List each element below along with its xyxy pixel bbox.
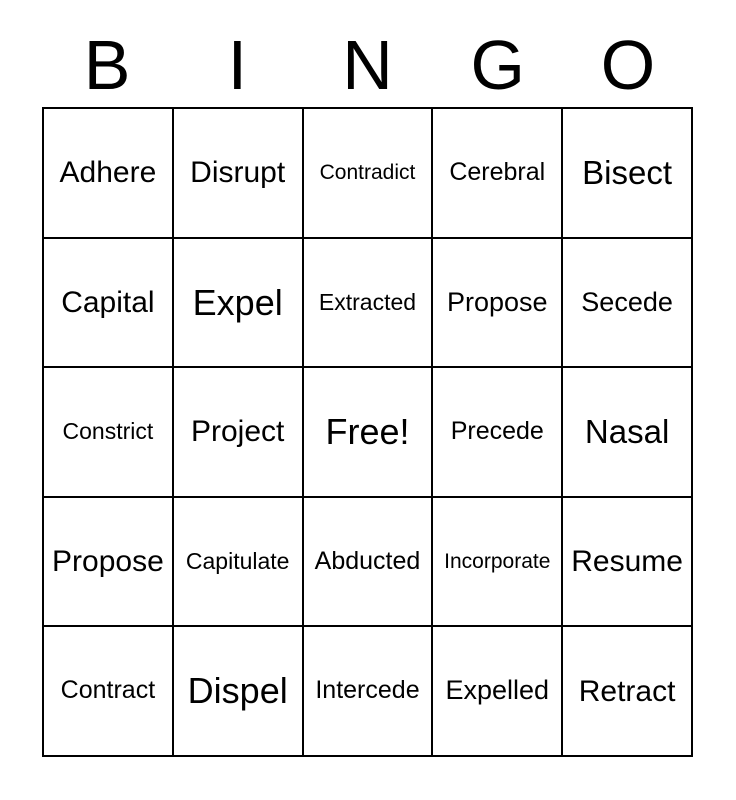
bingo-cell-label: Intercede (315, 676, 420, 705)
bingo-cell-label: Disrupt (190, 156, 286, 190)
bingo-cell[interactable] (174, 239, 302, 367)
bingo-cell[interactable] (174, 498, 302, 626)
bingo-cell-label: Project (191, 415, 285, 449)
bingo-cell[interactable] (174, 109, 302, 237)
bingo-cell-label: Contract (60, 676, 156, 705)
bingo-cell-label: Precede (450, 417, 544, 446)
bingo-cell[interactable] (563, 239, 691, 367)
bingo-cell[interactable] (433, 239, 561, 367)
bingo-cell[interactable] (174, 368, 302, 496)
bingo-cell-label: Cerebral (449, 158, 546, 187)
bingo-cell-label: Adhere (59, 156, 157, 190)
bingo-cell[interactable] (44, 109, 172, 237)
bingo-cell-label: Expelled (445, 675, 550, 706)
title-letter-g: G (470, 26, 525, 104)
bingo-cell-label: Propose (52, 545, 164, 579)
bingo-cell-label: Propose (447, 286, 548, 317)
bingo-cell[interactable] (304, 109, 432, 237)
bingo-cell[interactable] (433, 368, 561, 496)
bingo-cell[interactable] (563, 368, 691, 496)
bingo-cell[interactable] (304, 239, 432, 367)
bingo-cell[interactable] (44, 627, 172, 755)
bingo-cell-label: Capitulate (185, 547, 290, 574)
bingo-cell-label: Capital (61, 285, 155, 319)
bingo-cell[interactable] (433, 498, 561, 626)
bingo-cell[interactable] (563, 498, 691, 626)
bingo-cell[interactable] (563, 109, 691, 237)
bingo-cell-label: Abducted (314, 546, 421, 575)
bingo-cell-label: Incorporate (444, 550, 551, 574)
bingo-cell-label: Secede (581, 286, 673, 317)
bingo-cell[interactable] (433, 627, 561, 755)
bingo-cell[interactable] (44, 239, 172, 367)
bingo-cell[interactable] (304, 498, 432, 626)
bingo-cell-label: Constrict (62, 418, 154, 445)
bingo-cell[interactable] (44, 368, 172, 496)
bingo-cell-label: Bisect (582, 153, 673, 191)
bingo-header (42, 26, 693, 104)
bingo-cell-label: Extracted (318, 288, 417, 315)
bingo-cell-label: Contradict (319, 161, 416, 185)
bingo-cell-label: Free! (325, 411, 410, 453)
title-letter-o: O (600, 26, 656, 104)
bingo-cell-label: Nasal (584, 412, 670, 450)
bingo-cell[interactable] (563, 627, 691, 755)
bingo-cell[interactable] (44, 498, 172, 626)
title-letter-b: B (83, 26, 131, 104)
bingo-cell[interactable] (433, 109, 561, 237)
bingo-cell-label: Expel (192, 281, 283, 323)
bingo-cell-label: Dispel (187, 670, 288, 712)
free-space-cell[interactable] (304, 368, 432, 496)
title-letter-i: I (227, 26, 248, 104)
bingo-cell[interactable] (174, 627, 302, 755)
bingo-cell-label: Resume (571, 545, 683, 579)
bingo-cell-label: Retract (578, 674, 676, 708)
bingo-card-grid (42, 107, 693, 757)
title-letter-n: N (342, 26, 393, 104)
bingo-cell[interactable] (304, 627, 432, 755)
